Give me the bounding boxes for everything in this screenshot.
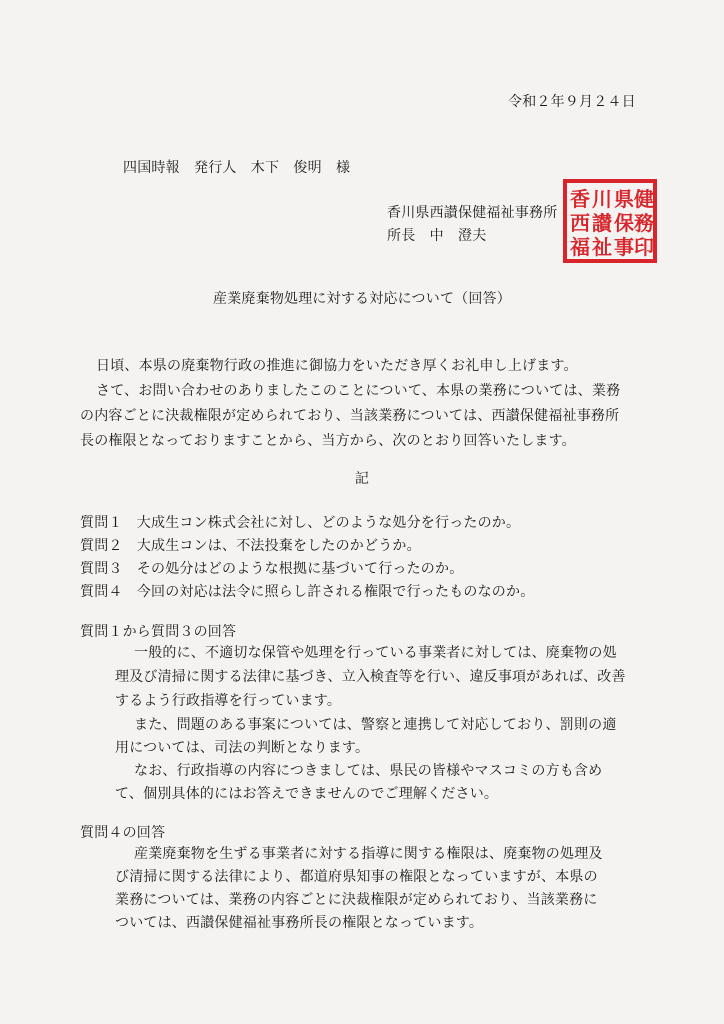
sender-head: 所長 中 澄夫: [387, 228, 487, 244]
answer-4-heading: 質問４の回答: [80, 825, 166, 841]
svg-text:印: 印: [634, 235, 654, 259]
svg-text:事: 事: [614, 235, 634, 259]
answer-line: 一般的に、不適切な保管や処理を行っている事業者に対しては、廃棄物の処: [134, 645, 617, 661]
answer-line: て、個別具体的にはお答えできませんのでご理解ください。: [115, 786, 499, 802]
document-title: 産業廃棄物処理に対する対応について（回答）: [213, 291, 511, 307]
document-date: 令和２年９月２４日: [508, 94, 636, 110]
answer-line: び清掃に関する法律により、都道府県知事の権限となっていますが、本県の: [115, 869, 598, 885]
addressee: 四国時報 発行人 木下 俊明 様: [123, 160, 351, 176]
sender-organization: 香川県西讃保健福祉事務所: [387, 205, 558, 221]
question-3: 質問３ その処分はどのような根拠に基づいて行ったのか。: [80, 561, 464, 577]
svg-text:福: 福: [570, 235, 590, 259]
svg-text:保: 保: [614, 211, 634, 235]
question-1: 質問１ 大成生コン株式会社に対し、どのような処分を行ったのか。: [80, 515, 521, 531]
svg-text:讃: 讃: [592, 211, 612, 235]
svg-text:西: 西: [570, 211, 590, 235]
answer-line: 用については、司法の判断となります。: [115, 740, 370, 756]
answer-line: なお、行政指導の内容につきましては、県民の皆様やマスコミの方も含め: [134, 763, 603, 779]
answer-line: 業務については、業務の内容ごとに決裁権限が定められており、当該業務に: [115, 892, 598, 908]
svg-text:務: 務: [634, 211, 654, 235]
svg-text:県: 県: [614, 187, 634, 211]
answer-line: また、問題のある事案については、警察と連携して対応しており、罰則の適: [134, 717, 617, 733]
answer-1-3-heading: 質問１から質問３の回答: [80, 624, 237, 640]
intro-line: さて、お問い合わせのありましたこのことについて、本県の業務については、業務: [96, 383, 621, 399]
ki-heading: 記: [354, 471, 370, 487]
official-seal-stamp: [562, 178, 658, 264]
question-4: 質問４ 今回の対応は法令に照らし許される権限で行ったものなのか。: [80, 584, 535, 600]
answer-line: 産業廃棄物を生ずる事業者に対する指導に関する権限は、廃棄物の処理及: [134, 846, 603, 862]
answer-line: 理及び清掃に関する法律に基づき、立入検査等を行い、違反事項があれば、改善: [115, 669, 626, 685]
question-2: 質問２ 大成生コンは、不法投棄をしたのかどうか。: [80, 538, 421, 554]
answer-line: するよう行政指導を行っています。: [115, 693, 342, 709]
svg-text:祉: 祉: [592, 235, 612, 259]
answer-line: ついては、西讃保健福祉事務所長の権限となっています。: [115, 915, 484, 931]
svg-text:川: 川: [592, 187, 612, 211]
intro-line: 長の権限となっておりますことから、当方から、次のとおり回答いたします。: [80, 433, 576, 449]
intro-line: 日頃、本県の廃棄物行政の推進に御協力をいただき厚くお礼申し上げます。: [96, 358, 578, 374]
svg-text:香: 香: [570, 187, 590, 211]
intro-line: の内容ごとに決裁権限が定められており、当該業務については、西讃保健福祉事務所: [80, 408, 620, 424]
svg-text:健: 健: [634, 187, 654, 211]
